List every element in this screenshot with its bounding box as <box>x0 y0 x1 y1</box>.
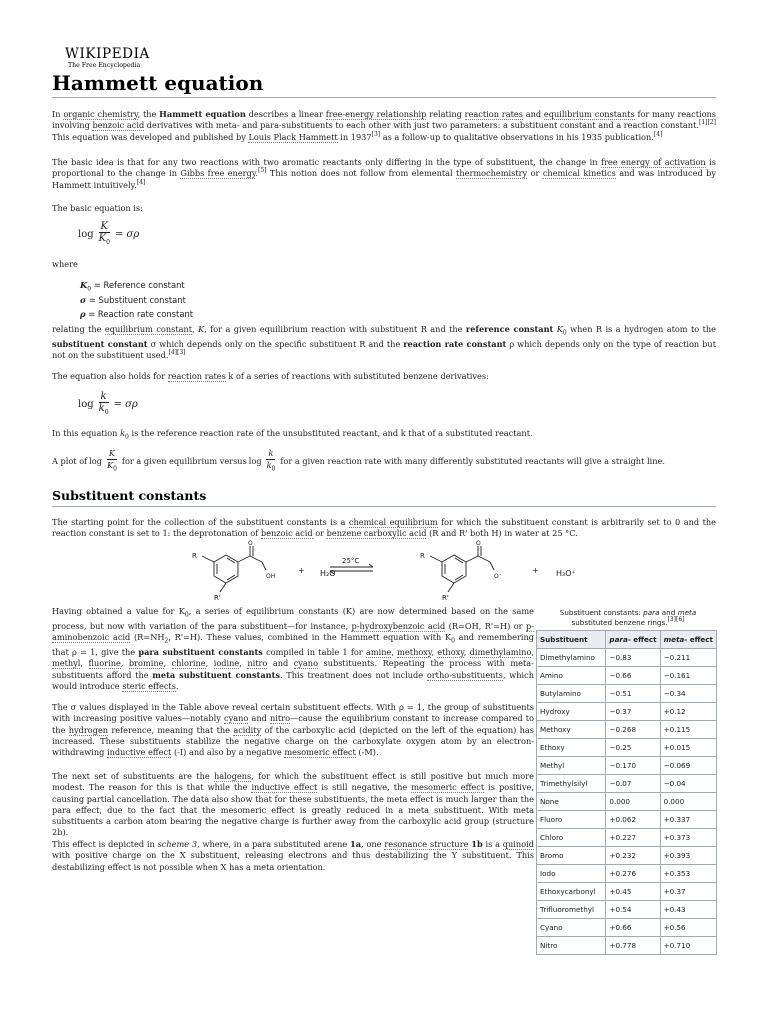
citation[interactable]: [4] <box>136 178 146 186</box>
citation[interactable]: [4][3] <box>168 349 186 357</box>
intro-paragraph-2: The basic idea is that for any two reactions with two aromatic reactants only differing in the type of substituent, the change in free energy of activation is proportional to the change in Gibbs free energy.[5] This notion does not follow from elemental thermochemistry or chemical kinetics and was introduced by Hammett intuitively.[4] <box>52 157 716 190</box>
link-inductive-effect-2[interactable]: inductive effect <box>251 782 318 793</box>
rates-paragraph: The equation also holds for reaction rates k of a series of reactions with substituted benzene derivatives: <box>52 371 489 381</box>
link-resonance-structure[interactable]: resonance structure <box>384 839 469 849</box>
section-divider <box>52 506 716 507</box>
link-reaction-rates[interactable]: reaction rates <box>464 109 523 119</box>
table-row: None 0.000 0.000 <box>537 793 717 811</box>
scheme-hydronium: H₃O⁺ <box>556 569 576 578</box>
link-chemical-kinetics[interactable]: chemical kinetics <box>542 168 616 179</box>
table-row: Iodo +0.276 +0.353 <box>537 865 717 883</box>
svg-text:O: O <box>476 540 481 547</box>
wikipedia-logo[interactable] <box>65 47 155 70</box>
link-thermochemistry[interactable]: thermochemistry <box>456 168 528 179</box>
link-nitro-2[interactable]: nitro <box>269 713 290 724</box>
link-p-aminobenzoic-acid[interactable]: p-aminobenzoic acid <box>52 620 534 643</box>
relating-paragraph: relating the equilibrium constant, K, for a given equilibrium reaction with substituent R and the reference constant $K_0$ when R is a hydrogen atom to the substituent constant σ which depends only on the specific substituent R and the reaction rate constant ρ which depends only on the type of reaction but not on the substituent used.[4][3] <box>52 324 716 361</box>
table-row: Chloro +0.227 +0.373 <box>537 829 717 847</box>
table-row: Cyano +0.66 +0.56 <box>537 919 717 937</box>
link-mesomeric-effect-2[interactable]: mesomeric effect <box>411 782 485 793</box>
logo-wordmark: WIKIPEDIA <box>65 46 150 62</box>
page-title: Hammett equation <box>52 71 264 95</box>
scheme3-paragraph: This effect is depicted in scheme 3, where, in a para substituted arene 1a, one resonance structure 1b is a quinoid with positive charge on the X substituent, releasing electrons and thus destabilizing the Y substituent. This destabilizing effect is not possible when X has a meta orientation. <box>52 839 534 872</box>
deprotonation-scheme <box>180 540 600 602</box>
equation-equilibrium: log $\frac{K}{K_0}$ = σρ <box>78 221 140 246</box>
link-fluorine[interactable]: fluorine <box>88 658 121 669</box>
table-row: Nitro +0.778 +0.710 <box>537 937 717 955</box>
link-gibbs-free-energy[interactable]: Gibbs free energy <box>180 168 256 179</box>
table-row: Ethoxycarbonyl +0.45 +0.37 <box>537 883 717 901</box>
scheme-r-left: R <box>192 552 197 560</box>
link-inductive-effect[interactable]: inductive effect <box>106 747 172 758</box>
scheme-o-minus: O⁻ <box>494 573 502 580</box>
table-row: Bromo +0.232 +0.393 <box>537 847 717 865</box>
link-amine[interactable]: amine <box>365 647 392 658</box>
table-row: Amino −0.66 −0.161 <box>537 667 717 685</box>
table-row: Fluoro +0.062 +0.337 <box>537 811 717 829</box>
citation[interactable]: [3] <box>371 130 381 138</box>
link-iodine[interactable]: iodine <box>213 658 240 669</box>
table-row: Butylamino −0.51 −0.34 <box>537 685 717 703</box>
k0-paragraph: In this equation $k_0$ is the reference reaction rate of the unsubstituted reactant, and k that of a substituted reactant. <box>52 428 533 441</box>
sigma-values-paragraph: The σ values displayed in the Table above reveal certain substituent effects. With ρ = 1, the group of substituents with increasing positive values—notably cyano and nitro—cause the equilibrium constant to increase compared to the hydrogen reference, meaning that the acidity of the carboxylic acid (depicted on the left of the equation) has increased. These substituents stabilize the negative charge on the carboxylate oxygen atom by an electron-withdrawing inductive effect (-I) and also by a negative mesomeric effect (-M). <box>52 702 535 758</box>
svg-text:+: + <box>298 566 305 575</box>
plot-paragraph: A plot of log $\frac{K}{K_0}$ for a given equilibrium versus log $\frac{k}{k_0}$ for a given reaction rate with many differently substituted reactants will give a straight line. <box>52 448 665 473</box>
citation[interactable]: [5] <box>257 167 267 175</box>
table-row: Methoxy −0.268 +0.115 <box>537 721 717 739</box>
where-text: where <box>52 259 78 269</box>
link-organic-chemistry[interactable]: organic chemistry <box>63 109 138 119</box>
scheme-r2-right: R' <box>442 594 449 602</box>
starting-point-paragraph: The starting point for the collection of the substituent constants is a chemical equilibrium for which the substituent constant is arbitrarily set to 0 and the reaction constant is set to 1: the deprotonation of benzoic acid or benzene carboxylic acid (R and R' both H) in water at 25 °C. <box>52 517 716 539</box>
substituent-constants-table <box>536 630 717 955</box>
benzene-ring-right <box>442 555 466 583</box>
having-obtained-paragraph: Having obtained a value for $K_0$, a series of equilibrium constants (K) are now determined based on the same process, but now with variation of the para substituent—for instance, p-hydroxybenzoic acid (R=OH, R'=H) or p-aminobenzoic acid ($R=NH_2$, R'=H). These values, combined in the Hammett equation with $K_0$ and remembering that ρ = 1, give the para substituent constants compiled in table 1 for amine, methoxy, ethoxy, dimethylamino, methyl, fluorine, bromine, chlorine, iodine, nitro and cyano substituents. Repeating the process with meta-substituents afford the meta substituent constants. This treatment does not include ortho-substituents, which would introduce steric effects. <box>52 606 535 692</box>
link-hydrogen[interactable]: hydrogen <box>68 724 109 735</box>
halogens-paragraph: The next set of substituents are the halogens, for which the substituent effect is still positive but much more modest. The reason for this is that while the inductive effect is still negative, the mesomeric effect is positive, causing partial cancellation. The data also show that for these substituents, the meta effect is much larger than the para effect, due to the fact that the mesomeric effect is greatly reduced in a meta substituent. With meta substituents a carbon atom bearing the negative charge is further away from the carboxylic acid group (structure 2b). <box>52 771 534 838</box>
link-halogens[interactable]: halogens <box>214 771 252 781</box>
link-chlorine[interactable]: chlorine <box>171 658 206 669</box>
section-heading-substituent-constants: Substituent constants <box>52 488 207 503</box>
link-ortho-substituents[interactable]: ortho-substituents <box>426 669 503 680</box>
svg-text:+: + <box>532 566 539 575</box>
link-equilibrium-constant[interactable]: equilibrium constant <box>104 324 193 334</box>
table-row: Methyl −0.170 −0.069 <box>537 757 717 775</box>
scheme-condition: 25°C <box>342 557 360 565</box>
link-benzoic-acid-2[interactable]: benzoic acid <box>260 528 313 539</box>
link-quinoid[interactable]: quinoid <box>502 839 534 849</box>
link-equilibrium-constants[interactable]: equilibrium constants <box>543 109 635 119</box>
table-header-row <box>537 631 717 649</box>
link-acidity[interactable]: acidity <box>233 724 262 735</box>
table-row: Trimethylsilyl −0.07 −0.04 <box>537 775 717 793</box>
link-free-energy-of-activation[interactable]: free energy of activation <box>600 157 706 167</box>
scheme-oh: OH <box>266 573 276 580</box>
link-p-hydroxybenzoic-acid[interactable]: p-hydroxybenzoic acid <box>351 620 446 631</box>
table-row: Hydroxy −0.37 +0.12 <box>537 703 717 721</box>
header-substituent: Substituent <box>537 631 606 649</box>
definition-list <box>80 280 193 324</box>
table-row: Trifluoromethyl +0.54 +0.43 <box>537 901 717 919</box>
table-caption: Substituent constants: para and meta substituted benzene rings.[3][6] <box>559 608 697 627</box>
link-reaction-rates-2[interactable]: reaction rates <box>167 371 226 381</box>
link-bromine[interactable]: bromine <box>128 658 164 669</box>
svg-text:O: O <box>248 540 253 547</box>
scheme-r-right: R <box>420 552 425 560</box>
scheme-water: H₂O <box>320 569 336 578</box>
link-cyano[interactable]: cyano <box>293 658 319 669</box>
citation[interactable]: [1][2] <box>698 119 716 127</box>
link-methyl[interactable]: methyl <box>52 658 81 669</box>
definition-item: ρ = Reaction rate constant <box>80 309 194 320</box>
logo-tagline: The Free Encyclopedia <box>68 62 141 69</box>
definition-item: $K_0$ = Reference constant <box>80 280 185 293</box>
link-free-energy-relationship[interactable]: free-energy relationship <box>325 109 427 119</box>
link-steric-effects[interactable]: steric effects <box>122 681 176 692</box>
equation-rates: log $\frac{k}{k_0}$ = σρ <box>78 391 138 416</box>
link-methoxy[interactable]: methoxy <box>397 647 432 658</box>
link-chemical-equilibrium[interactable]: chemical equilibrium <box>348 517 438 527</box>
table-row: Ethoxy −0.25 +0.015 <box>537 739 717 757</box>
header-para-effect: para- effect <box>606 631 660 649</box>
link-benzene-carboxylic-acid[interactable]: benzene carboxylic acid <box>326 528 427 539</box>
citation[interactable]: [3][6] <box>667 616 685 623</box>
link-nitro[interactable]: nitro <box>247 658 268 669</box>
basic-equation-intro: The basic equation is: <box>52 203 143 213</box>
intro-paragraph-1: In organic chemistry, the Hammett equation describes a linear free-energy relationship relating reaction rates and equilibrium constants for many reactions involving benzoic acid derivatives with meta- and para-substituents to each other with just two parameters: a substituent constant and a reaction constant.[1][2] This equation was developed and published by Louis Plack Hammett in 1937[3] as a follow-up to qualitative observations in his 1935 publication.[4] <box>52 109 717 142</box>
link-mesomeric-effect[interactable]: mesomeric effect <box>284 747 356 758</box>
header-meta-effect: meta- effect <box>660 631 716 649</box>
table-row: Dimethylamino −0.83 −0.211 <box>537 649 717 667</box>
link-cyano-2[interactable]: cyano <box>224 713 249 724</box>
scheme-r2-left: R' <box>214 594 221 602</box>
link-benzoic-acid[interactable]: benzoic acid <box>92 120 145 131</box>
link-ethoxy[interactable]: ethoxy <box>437 647 464 658</box>
link-dimethylamino[interactable]: dimethylamino <box>469 647 532 658</box>
citation[interactable]: [4] <box>653 130 663 138</box>
benzene-ring-left <box>214 555 238 583</box>
title-divider <box>52 97 716 98</box>
definition-item: σ = Substituent constant <box>80 294 186 305</box>
link-louis-plack-hammett[interactable]: Louis Plack Hammett <box>248 131 338 142</box>
